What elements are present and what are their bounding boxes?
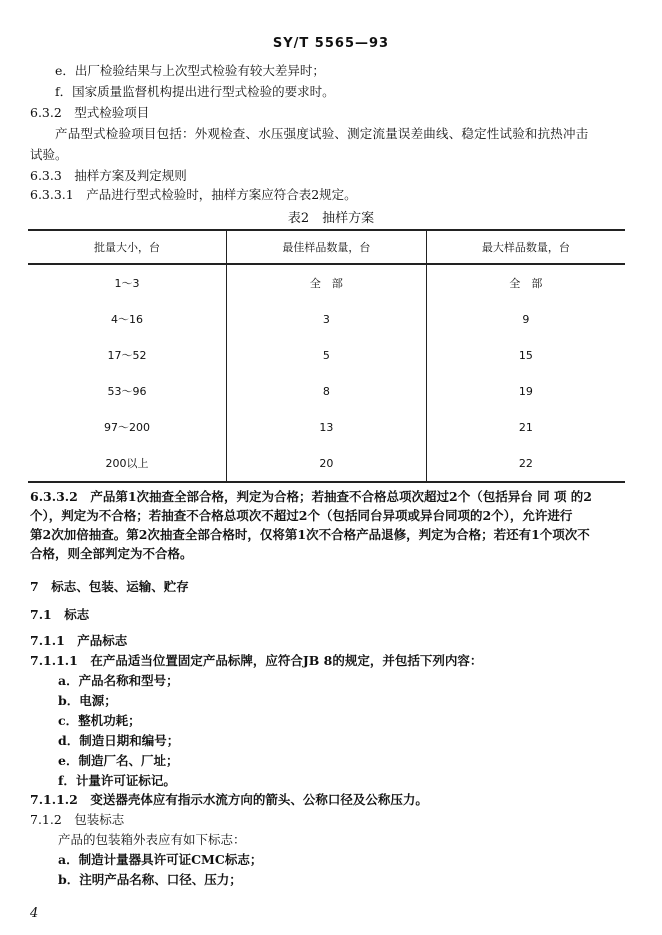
table-row [28,337,625,373]
paragraph-6-3-2: 产品型式检验项目包括：外观检查、水压强度试验、测定流量误差曲线、稳定性试验和抗热冲击 [55,126,589,141]
section-6-3-3-2-line1: 6.3.3.2 产品第1次抽查全部合格，判定为合格；若抽查不合格总项次超过2个（包括异台 同 项 的2 [30,489,592,504]
table-header-row [28,230,625,264]
column-header-batch-size: 批量大小，台 [28,230,227,264]
section-6-3-2: 6.3.2 型式检验项目 [30,105,150,120]
table-cell: 5 [227,337,427,373]
table-cell: 53～96 [28,373,227,409]
section-7-1-2-heading: 7.1.2 包装标志 [30,812,125,827]
page-number: 4 [30,906,39,921]
paragraph-7-1-2: 产品的包装箱外表应有如下标志： [58,832,246,847]
table-cell: 17～52 [28,337,227,373]
table-cell: 21 [426,409,625,445]
section-6-3-3-2-line2: 个），判定为不合格；若抽查不合格总项次不超过2个（包括同台异项或异台同项的2个），允许进行 [30,508,573,523]
section-6-3-3-2-line4: 合格，则全部判定为不合格。 [30,546,193,561]
section-7-1-1-1: 7.1.1.1 在产品适当位置固定产品标牌，应符合JB 8的规定，并包括下列内容： [30,653,483,668]
list-item-d: d．制造日期和编号； [58,733,180,748]
list-item-e2: e．制造厂名、厂址； [58,753,179,768]
table-cell: 200以上 [28,445,227,482]
table-cell: 15 [426,337,625,373]
table-cell: 97～200 [28,409,227,445]
table-cell: 1～3 [28,264,227,301]
section-7-1-1-heading: 7.1.1 产品标志 [30,633,128,648]
table-cell: 3 [227,301,427,337]
sampling-table [28,229,625,483]
list-item-e: e．出厂检验结果与上次型式检验有较大差异时； [55,63,325,78]
table-cell: 13 [227,409,427,445]
table-cell: 4～16 [28,301,227,337]
list-item-f: f．国家质量监督机构提出进行型式检验的要求时。 [55,84,335,99]
table-row [28,301,625,337]
table-cell: 19 [426,373,625,409]
list-item-f2: f．计量许可证标记。 [58,773,176,788]
table-cell: 22 [426,445,625,482]
table-cell: 全 部 [227,264,427,301]
paragraph-6-3-2-cont: 试验。 [30,147,68,162]
table-cell: 20 [227,445,427,482]
table-row [28,409,625,445]
table-row [28,264,625,301]
list-item-a: a．产品名称和型号； [58,673,179,688]
section-6-3-3: 6.3.3 抽样方案及判定规则 [30,168,187,183]
table-cell: 全 部 [426,264,625,301]
table-row [28,445,625,482]
table-cell: 8 [227,373,427,409]
section-6-3-3-2-line3: 第2次加倍抽查。第2次抽查全部合格时，仅将第1次不合格产品退修，判定为合格；若还有1个项次不 [30,527,590,542]
section-7-heading: 7 标志、包装、运输、贮存 [30,579,189,594]
table-cell: 9 [426,301,625,337]
column-header-max-sample: 最大样品数量，台 [426,230,625,264]
document-header: SY/T 5565—93 [272,36,390,51]
list-item-pa: a．制造计量器具许可证CMC标志； [58,852,263,867]
section-7-1-1-2: 7.1.1.2 变送器壳体应有指示水流方向的箭头、公称口径及公称压力。 [30,792,428,807]
table-row [28,373,625,409]
list-item-c: c．整机功耗； [58,713,141,728]
list-item-b: b．电源； [58,693,117,708]
list-item-pb: b．注明产品名称、口径、压力； [58,872,242,887]
section-6-3-3-1: 6.3.3.1 产品进行型式检验时，抽样方案应符合表2规定。 [30,187,357,202]
table-title: 表2 抽样方案 [287,211,375,226]
column-header-best-sample: 最佳样品数量，台 [227,230,427,264]
section-7-1-heading: 7.1 标志 [30,607,90,622]
